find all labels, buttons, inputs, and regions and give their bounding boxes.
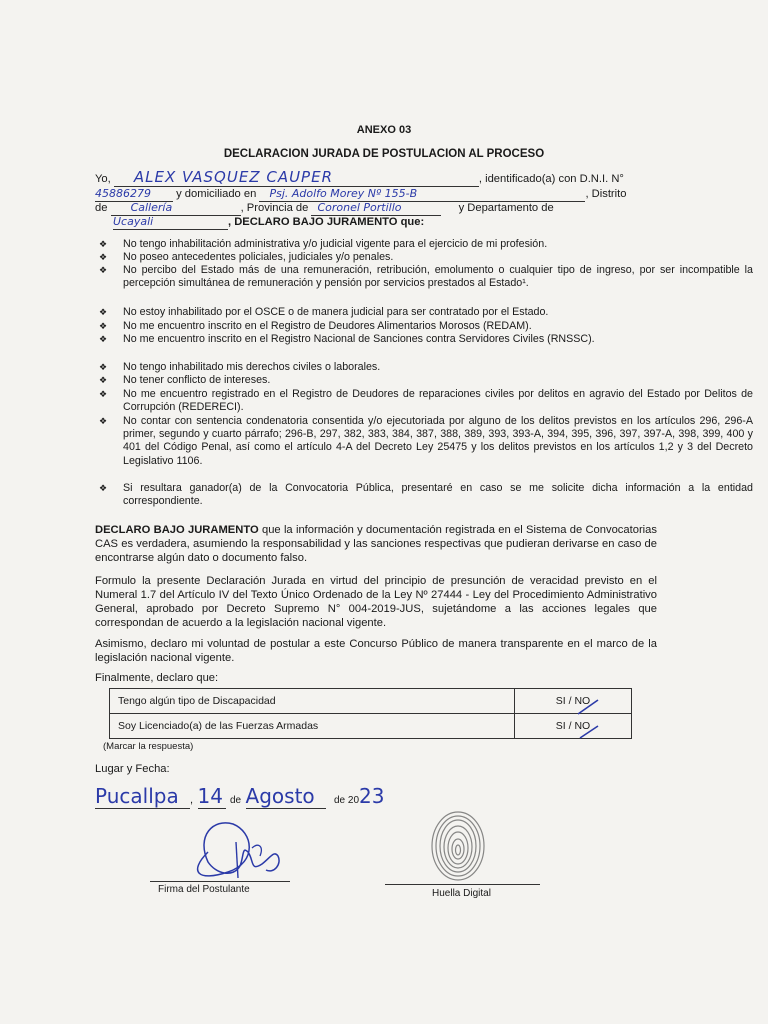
intro-line-4	[113, 215, 424, 230]
fingerprint-label: Huella Digital	[432, 888, 491, 899]
paragraph-asimismo: Asimismo, declaro mi voluntad de postular a este Concurso Público de manera transparente en el marco de la legislación nacional vigente.	[95, 638, 657, 664]
intro-line-1	[95, 170, 624, 187]
declaro-label: , DECLARO BAJO JURAMENTO que:	[228, 216, 425, 228]
place-value: Pucallpa	[95, 784, 190, 809]
bullet-icon: ❖	[99, 307, 108, 317]
table-row	[110, 689, 632, 714]
paragraph-finalmente: Finalmente, declaro que:	[95, 672, 219, 684]
provincia-field	[311, 201, 441, 216]
year-value: 23	[359, 784, 385, 808]
bullet-icon: ❖	[99, 239, 108, 249]
questions-table	[109, 688, 632, 739]
yo-label: Yo,	[95, 173, 111, 185]
name-field	[114, 170, 479, 187]
bullet-icon: ❖	[99, 362, 108, 372]
de-label: de	[95, 202, 108, 214]
signature-icon	[178, 812, 298, 884]
provincia-value: Coronel Portillo	[317, 201, 402, 214]
bullet-icon: ❖	[99, 265, 108, 275]
paragraph-formulo: Formulo la presente Declaración Jurada en virtud del principio de presunción de veracidad previsto en el Numeral 1.7 del Artículo IV del Texto Único Ordenado de la Ley Nº 27444 - Ley del Procedimiento Administrativo General, aprobado por Decreto Supremo N° 004-2019-JUS, sujetándome a las acciones legales que correspondan de acuerdo a la legislación nacional vigente.	[95, 575, 657, 629]
signature-line	[150, 881, 290, 882]
answer-armed-forces[interactable]: SI / NO	[515, 714, 632, 739]
intro-line-3	[95, 201, 554, 216]
dni-value: 45886279	[95, 187, 151, 200]
day-value: 14	[198, 784, 226, 809]
question-disability: Tengo algún tipo de Discapacidad	[110, 689, 515, 714]
bullet-icon: ❖	[99, 321, 108, 331]
bullet-icon: ❖	[99, 252, 108, 262]
departamento-field	[113, 215, 228, 230]
question-armed-forces: Soy Licenciado(a) de las Fuerzas Armadas	[110, 714, 515, 739]
bullet-icon: ❖	[99, 483, 108, 493]
de-label-2: de 20	[334, 795, 360, 806]
address-field	[259, 187, 585, 202]
fingerprint-line	[385, 884, 540, 885]
place-date-label: Lugar y Fecha:	[95, 763, 170, 775]
month-value: Agosto	[246, 784, 326, 809]
distrito-label: , Distrito	[585, 188, 627, 200]
intro-line-2	[95, 187, 626, 202]
table-note: (Marcar la respuesta)	[103, 741, 194, 752]
bullet-icon: ❖	[99, 334, 108, 344]
answer-disability[interactable]: SI / NO	[515, 689, 632, 714]
applicant-name: ALEX VASQUEZ CAUPER	[133, 168, 334, 186]
place-date-line: Pucallpa , 14 de Agosto de 2023	[95, 784, 385, 808]
departamento-value: Ucayali	[113, 215, 154, 228]
annex-number: ANEXO 03	[356, 124, 412, 136]
distrito-value: Callería	[130, 201, 173, 214]
provincia-label: , Provincia de	[240, 202, 309, 214]
bullet-icon: ❖	[99, 416, 108, 426]
departamento-label: y Departamento de	[458, 202, 554, 214]
signature-label: Firma del Postulante	[158, 884, 250, 895]
answer-mark-icon	[570, 694, 610, 740]
identificado-label: , identificado(a) con D.N.I. N°	[478, 173, 624, 185]
bullet-icon: ❖	[99, 375, 108, 385]
table-row	[110, 714, 632, 739]
bullet-icon: ❖	[99, 389, 108, 399]
declarations-list: ❖ No tengo inhabilitación administrativa y/o judicial vigente para el ejercicio de mi profesión. ❖ No poseo antecedentes policiales, judiciales y/o penales. ❖ No percibo del Estado más de una remuneración, retribución, emolumento o cualquier tipo de ingreso, por ser incompatible la percepción simultánea de remuneración y pensión por servicios prestados al Estado¹. ❖ No estoy inhabilitado por el OSCE o de manera judicial para ser contratado por el Estado. ❖ No me encuentro inscrito en el Registro de Deudores Alimentarios Morosos (REDAM). ❖ No me encuentro inscrito en el Registro Nacional de Sanciones contra Servidores Civiles (RNSSC). ❖ No tengo inhabilitado mis derechos civiles o laborales. ❖ No tener conflicto de intereses. ❖ No me encuentro registrado en el Registro de Deudores de reparaciones civiles por delitos en agravio del Estado por Delitos de Corrupción (REDERECI). ❖ No contar con sentencia condenatoria consentida y/o ejecutoriada por alguno de los delitos previstos en los artículos 296, 296-A primer, segundo y cuarto párrafo; 296-B, 297, 382, 383, 384, 387, 388, 389, 393, 393-A, 394, 395, 396, 397, 397-A, 398, 399, 400 y 401 del Código Penal, así como el artículo 4-A del Decreto Ley 25475 y los delitos previstos en los artículos 1,2 y 3 del Decreto Legislativo 1106. ❖ Si resultara ganador(a) de la Convocatoria Pública, presentaré en caso se me solicite dicha información a la entidad correspondiente.	[99, 238, 753, 508]
document-title: DECLARACION JURADA DE POSTULACION AL PROCESO	[223, 148, 545, 160]
dni-field	[95, 187, 173, 202]
address-value: Psj. Adolfo Morey Nº 155-B	[269, 187, 418, 200]
fingerprint-icon	[428, 806, 488, 884]
domiciliado-label: y domiciliado en	[176, 188, 257, 200]
paragraph-declaro: DECLARO BAJO JURAMENTO que la información y documentación registrada en el Sistema de Convocatorias CAS es verdadera, asumiendo la responsabilidad y las sanciones respectivas que pudieran derivarse en caso de encontrarse algún dato o documento falso.	[95, 524, 657, 564]
de-label-1: de	[229, 795, 242, 806]
distrito-field	[111, 201, 241, 216]
